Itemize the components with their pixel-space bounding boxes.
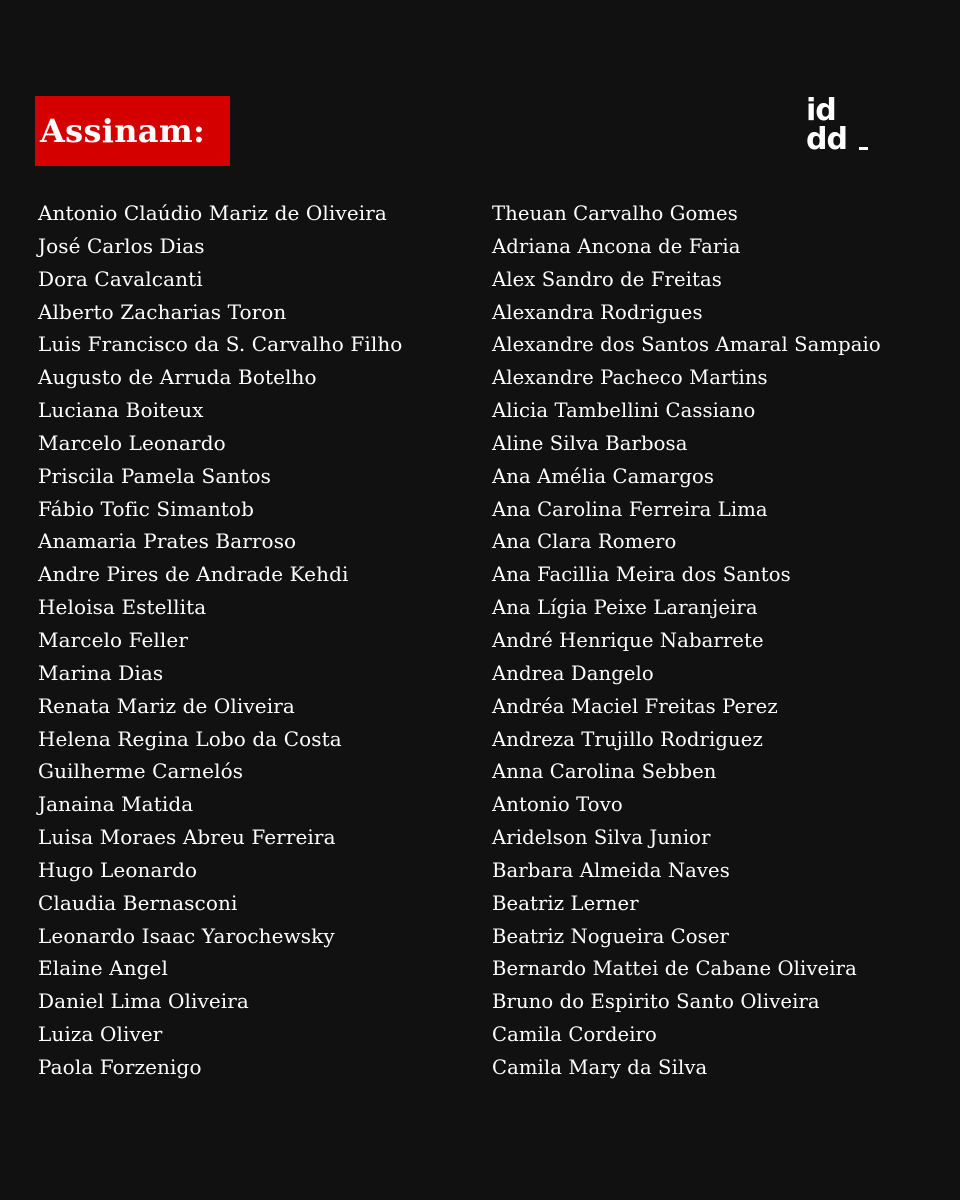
signatory-name: Ana Lígia Peixe Laranjeira — [492, 596, 758, 620]
signatory-name: Marcelo Leonardo — [38, 430, 226, 455]
signatory-name: Anna Carolina Sebben — [492, 760, 717, 784]
signatory-name: Leonardo Isaac Yarochewsky — [38, 923, 335, 948]
signatories-right-column — [492, 197, 947, 1084]
signatory-name: Daniel Lima Oliveira — [38, 989, 249, 1014]
signatory-name: Luisa Moraes Abreu Ferreira — [38, 825, 336, 850]
signatory-name: Fábio Tofic Simantob — [38, 496, 254, 521]
signatory-name: André Henrique Nabarrete — [492, 628, 764, 652]
signatory-name: Anamaria Prates Barroso — [38, 529, 297, 554]
signatory-name: Elaine Angel — [38, 956, 168, 981]
signatory-name: Luiza Oliver — [38, 1022, 163, 1047]
signatory-name: Ana Facillia Meira dos Santos — [492, 563, 791, 587]
signatories-left-column — [38, 197, 478, 1084]
signatory-name: Andrea Dangelo — [492, 661, 654, 685]
signatory-name: Heloisa Estellita — [38, 595, 207, 620]
signatory-name: Alexandre dos Santos Amaral Sampaio — [492, 333, 881, 357]
signatory-name: Barbara Almeida Naves — [492, 858, 730, 882]
signatory-name: Aridelson Silva Junior — [492, 826, 711, 850]
signatory-name: Alberto Zacharias Toron — [38, 299, 287, 324]
signatory-name: Andréa Maciel Freitas Perez — [492, 694, 778, 718]
signatory-name: Beatriz Lerner — [492, 891, 639, 915]
signatory-name: Ana Amélia Camargos — [492, 464, 715, 488]
signatory-name: Antonio Tovo — [492, 793, 623, 817]
signatory-name: Ana Carolina Ferreira Lima — [492, 497, 768, 521]
signatory-name: Marcelo Feller — [38, 627, 189, 652]
signatory-name: Bernardo Mattei de Cabane Oliveira — [492, 957, 857, 981]
signatory-name: Adriana Ancona de Faria — [492, 234, 741, 258]
signatory-name: Camila Cordeiro — [492, 1023, 657, 1047]
signatory-name: Andre Pires de Andrade Kehdi — [38, 562, 349, 587]
signatory-name: Aline Silva Barbosa — [492, 431, 688, 455]
signatory-name: Priscila Pamela Santos — [38, 463, 271, 488]
signatory-name: Bruno do Espirito Santo Oliveira — [492, 990, 820, 1014]
signatory-name: Augusto de Arruda Botelho — [38, 365, 317, 390]
signatory-name: Luciana Boiteux — [38, 398, 204, 423]
header-badge — [35, 96, 230, 166]
page-title: Assinam: — [40, 112, 206, 150]
signatory-name: Andreza Trujillo Rodriguez — [492, 727, 763, 751]
signatory-name: Paola Forzenigo — [38, 1054, 202, 1079]
signatory-name: Theuan Carvalho Gomes — [492, 202, 738, 225]
signatory-name: Janaina Matida — [38, 792, 194, 817]
signatory-name: Guilherme Carnelós — [38, 759, 244, 784]
signatory-name: Ana Clara Romero — [492, 530, 677, 554]
logo-line-2: dd — [806, 122, 847, 157]
signatory-name: Alexandra Rodrigues — [492, 300, 703, 324]
signatory-name: Helena Regina Lobo da Costa — [38, 726, 342, 751]
signatory-name: Marina Dias — [38, 660, 164, 685]
signatory-name: Antonio Claúdio Mariz de Oliveira — [38, 201, 387, 225]
signatory-name: Luis Francisco da S. Carvalho Filho — [38, 332, 403, 357]
idd-logo — [806, 93, 866, 158]
signatory-name: Claudia Bernasconi — [38, 890, 238, 915]
signatory-name: Alex Sandro de Freitas — [492, 267, 722, 291]
signatory-name: José Carlos Dias — [38, 233, 205, 258]
signatory-name: Alicia Tambellini Cassiano — [492, 399, 756, 423]
signatory-name: Beatriz Nogueira Coser — [492, 924, 729, 948]
logo-line-1: id — [806, 93, 836, 128]
signatory-name: Hugo Leonardo — [38, 857, 198, 882]
signatory-name: Camila Mary da Silva — [492, 1055, 708, 1079]
signatory-name: Dora Cavalcanti — [38, 266, 203, 291]
logo-underscore — [859, 147, 868, 150]
signatory-name: Alexandre Pacheco Martins — [492, 366, 768, 390]
signatory-name: Renata Mariz de Oliveira — [38, 693, 295, 718]
